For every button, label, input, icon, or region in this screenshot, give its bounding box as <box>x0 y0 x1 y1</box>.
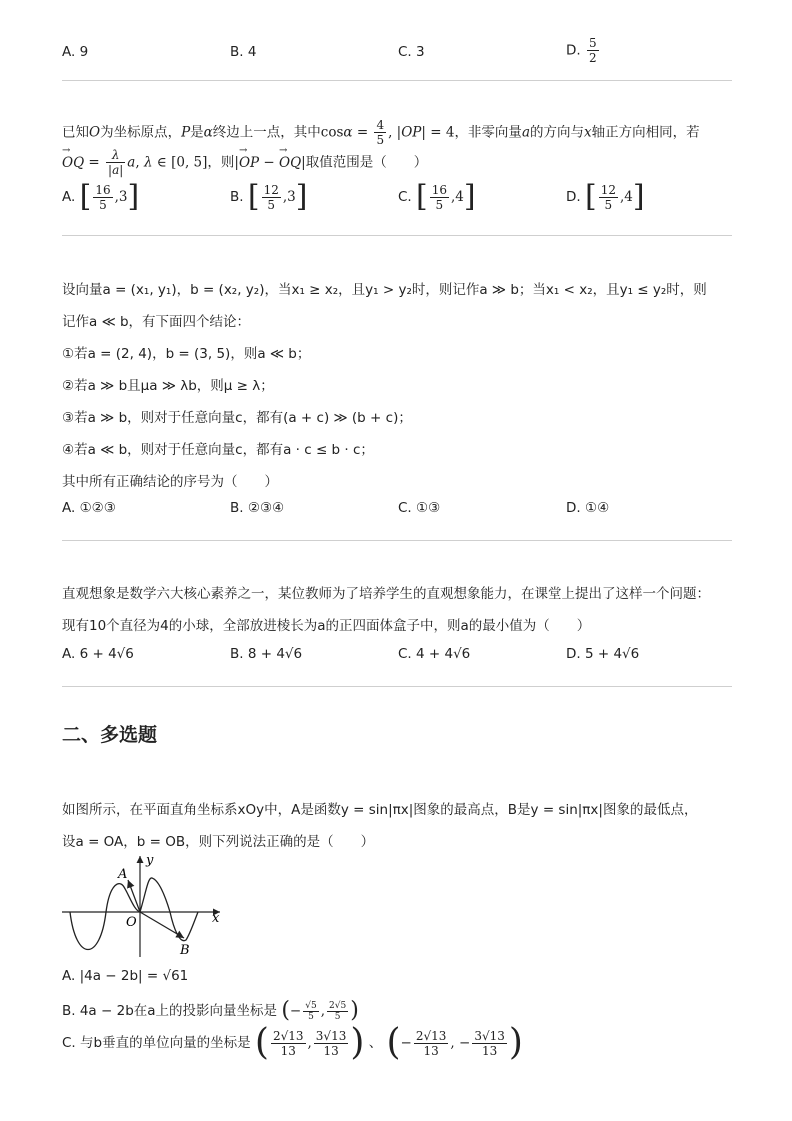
q0-option-d-label: D. <box>566 42 581 59</box>
q1-option-c: C. [ $\frac{16}{5}$ ,4] <box>398 179 476 214</box>
q4-option-a: A. |4a − 2b| = √61 <box>62 968 189 984</box>
sine-curve <box>70 878 198 950</box>
q1-line1: 已知O为坐标原点，P是α终边上一点，其中cosα = $\frac{4}{5}$ , |OP| = 4，非零向量a的方向与x轴正方向相同，若 <box>62 118 700 147</box>
q3-option-a: A. 6 + 4√6 <box>62 646 134 662</box>
q1-option-d: D. [ $\frac{12}{5}$ ,4] <box>566 179 645 214</box>
label-x: x <box>212 911 220 926</box>
divider <box>62 686 732 687</box>
label-o: O <box>126 915 137 930</box>
q4-line1: 如图所示，在平面直角坐标系xOy中，A是函数y = sin|πx|图象的最高点，B是y = sin|πx|图象的最低点， <box>62 802 698 818</box>
q3-option-d: D. 5 + 4√6 <box>566 646 640 662</box>
q4-option-b: B. 4a − 2b在a上的投影向量坐标是 (− $\frac{√5}{5}$ , $\frac{2√5}{5}$ ) <box>62 998 359 1023</box>
q4-line2: 设a = OA，b = OB，则下列说法正确的是（ ） <box>62 834 375 850</box>
q3-line2: 现有10个直径为4的小球，全部放进棱长为a的正四面体盒子中，则a的最小值为（ ） <box>62 618 591 634</box>
label-y: y <box>146 853 154 868</box>
q2-line3: ①若a = (2, 4)，b = (3, 5)，则a ≪ b； <box>62 346 311 362</box>
label-a: A <box>118 867 128 882</box>
q2-line5: ③若a ≫ b，则对于任意向量c，都有(a + c) ≫ (b + c)； <box>62 410 412 426</box>
q0-option-d <box>566 36 601 65</box>
q0-option-a: A. 9 <box>62 44 89 60</box>
q2-option-a: A. ①②③ <box>62 500 116 516</box>
divider <box>62 80 732 81</box>
section-title: 二、多选题 <box>62 724 158 746</box>
frac-den: 2 <box>588 51 597 65</box>
q1-option-b: B. [ $\frac{12}{5}$ ,3] <box>230 179 308 214</box>
q2-option-d: D. ①④ <box>566 500 610 516</box>
q2-line6: ④若a ≪ b，则对于任意向量c，都有a · c ≤ b · c； <box>62 442 374 458</box>
frac-num: 5 <box>588 36 597 50</box>
label-b: B <box>180 943 190 958</box>
q0-option-c: C. 3 <box>398 44 425 60</box>
q3-line1: 直观想象是数学六大核心素养之一，某位教师为了培养学生的直观想象能力，在课堂上提出了这样一个问题： <box>62 586 710 602</box>
vector-ob <box>140 912 184 938</box>
q2-option-b: B. ②③④ <box>230 500 285 516</box>
q2-line1: 设向量a = (x₁, y₁)，b = (x₂, y₂)，当x₁ ≥ x₂，且y₁ > y₂时，则记作a ≫ b；当x₁ < x₂，且y₁ ≤ y₂时，则 <box>62 282 707 298</box>
q2-option-c: C. ①③ <box>398 500 441 516</box>
q1-option-a: A. [ $\frac{16}{5}$ ,3] <box>62 179 140 214</box>
q3-option-c: C. 4 + 4√6 <box>398 646 471 662</box>
q4-option-c: C. 与b垂直的单位向量的坐标是 ( $\frac{2√13}{13}$ , $\frac{3√13}{13}$ ) 、 (− $\frac{2√13}{13}$ , − $\frac{3√13}{13}$ ) <box>62 1022 523 1063</box>
q2-line4: ②若a ≫ b且μa ≫ λb，则μ ≥ λ； <box>62 378 274 394</box>
q2-line7: 其中所有正确结论的序号为（ ） <box>62 474 278 490</box>
vector-oa <box>128 880 140 912</box>
divider <box>62 540 732 541</box>
q1-line2: → OQ = $\frac{\lambda}{|a|}$ a, λ ∈ [0, 5]，则|→ OP − → OQ|取值范围是（ ） <box>62 148 427 177</box>
q0-option-b: B. 4 <box>230 44 257 60</box>
divider <box>62 235 732 236</box>
q3-option-b: B. 8 + 4√6 <box>230 646 303 662</box>
sine-graph <box>60 852 230 962</box>
q2-line2: 记作a ≪ b，有下面四个结论： <box>62 314 251 330</box>
